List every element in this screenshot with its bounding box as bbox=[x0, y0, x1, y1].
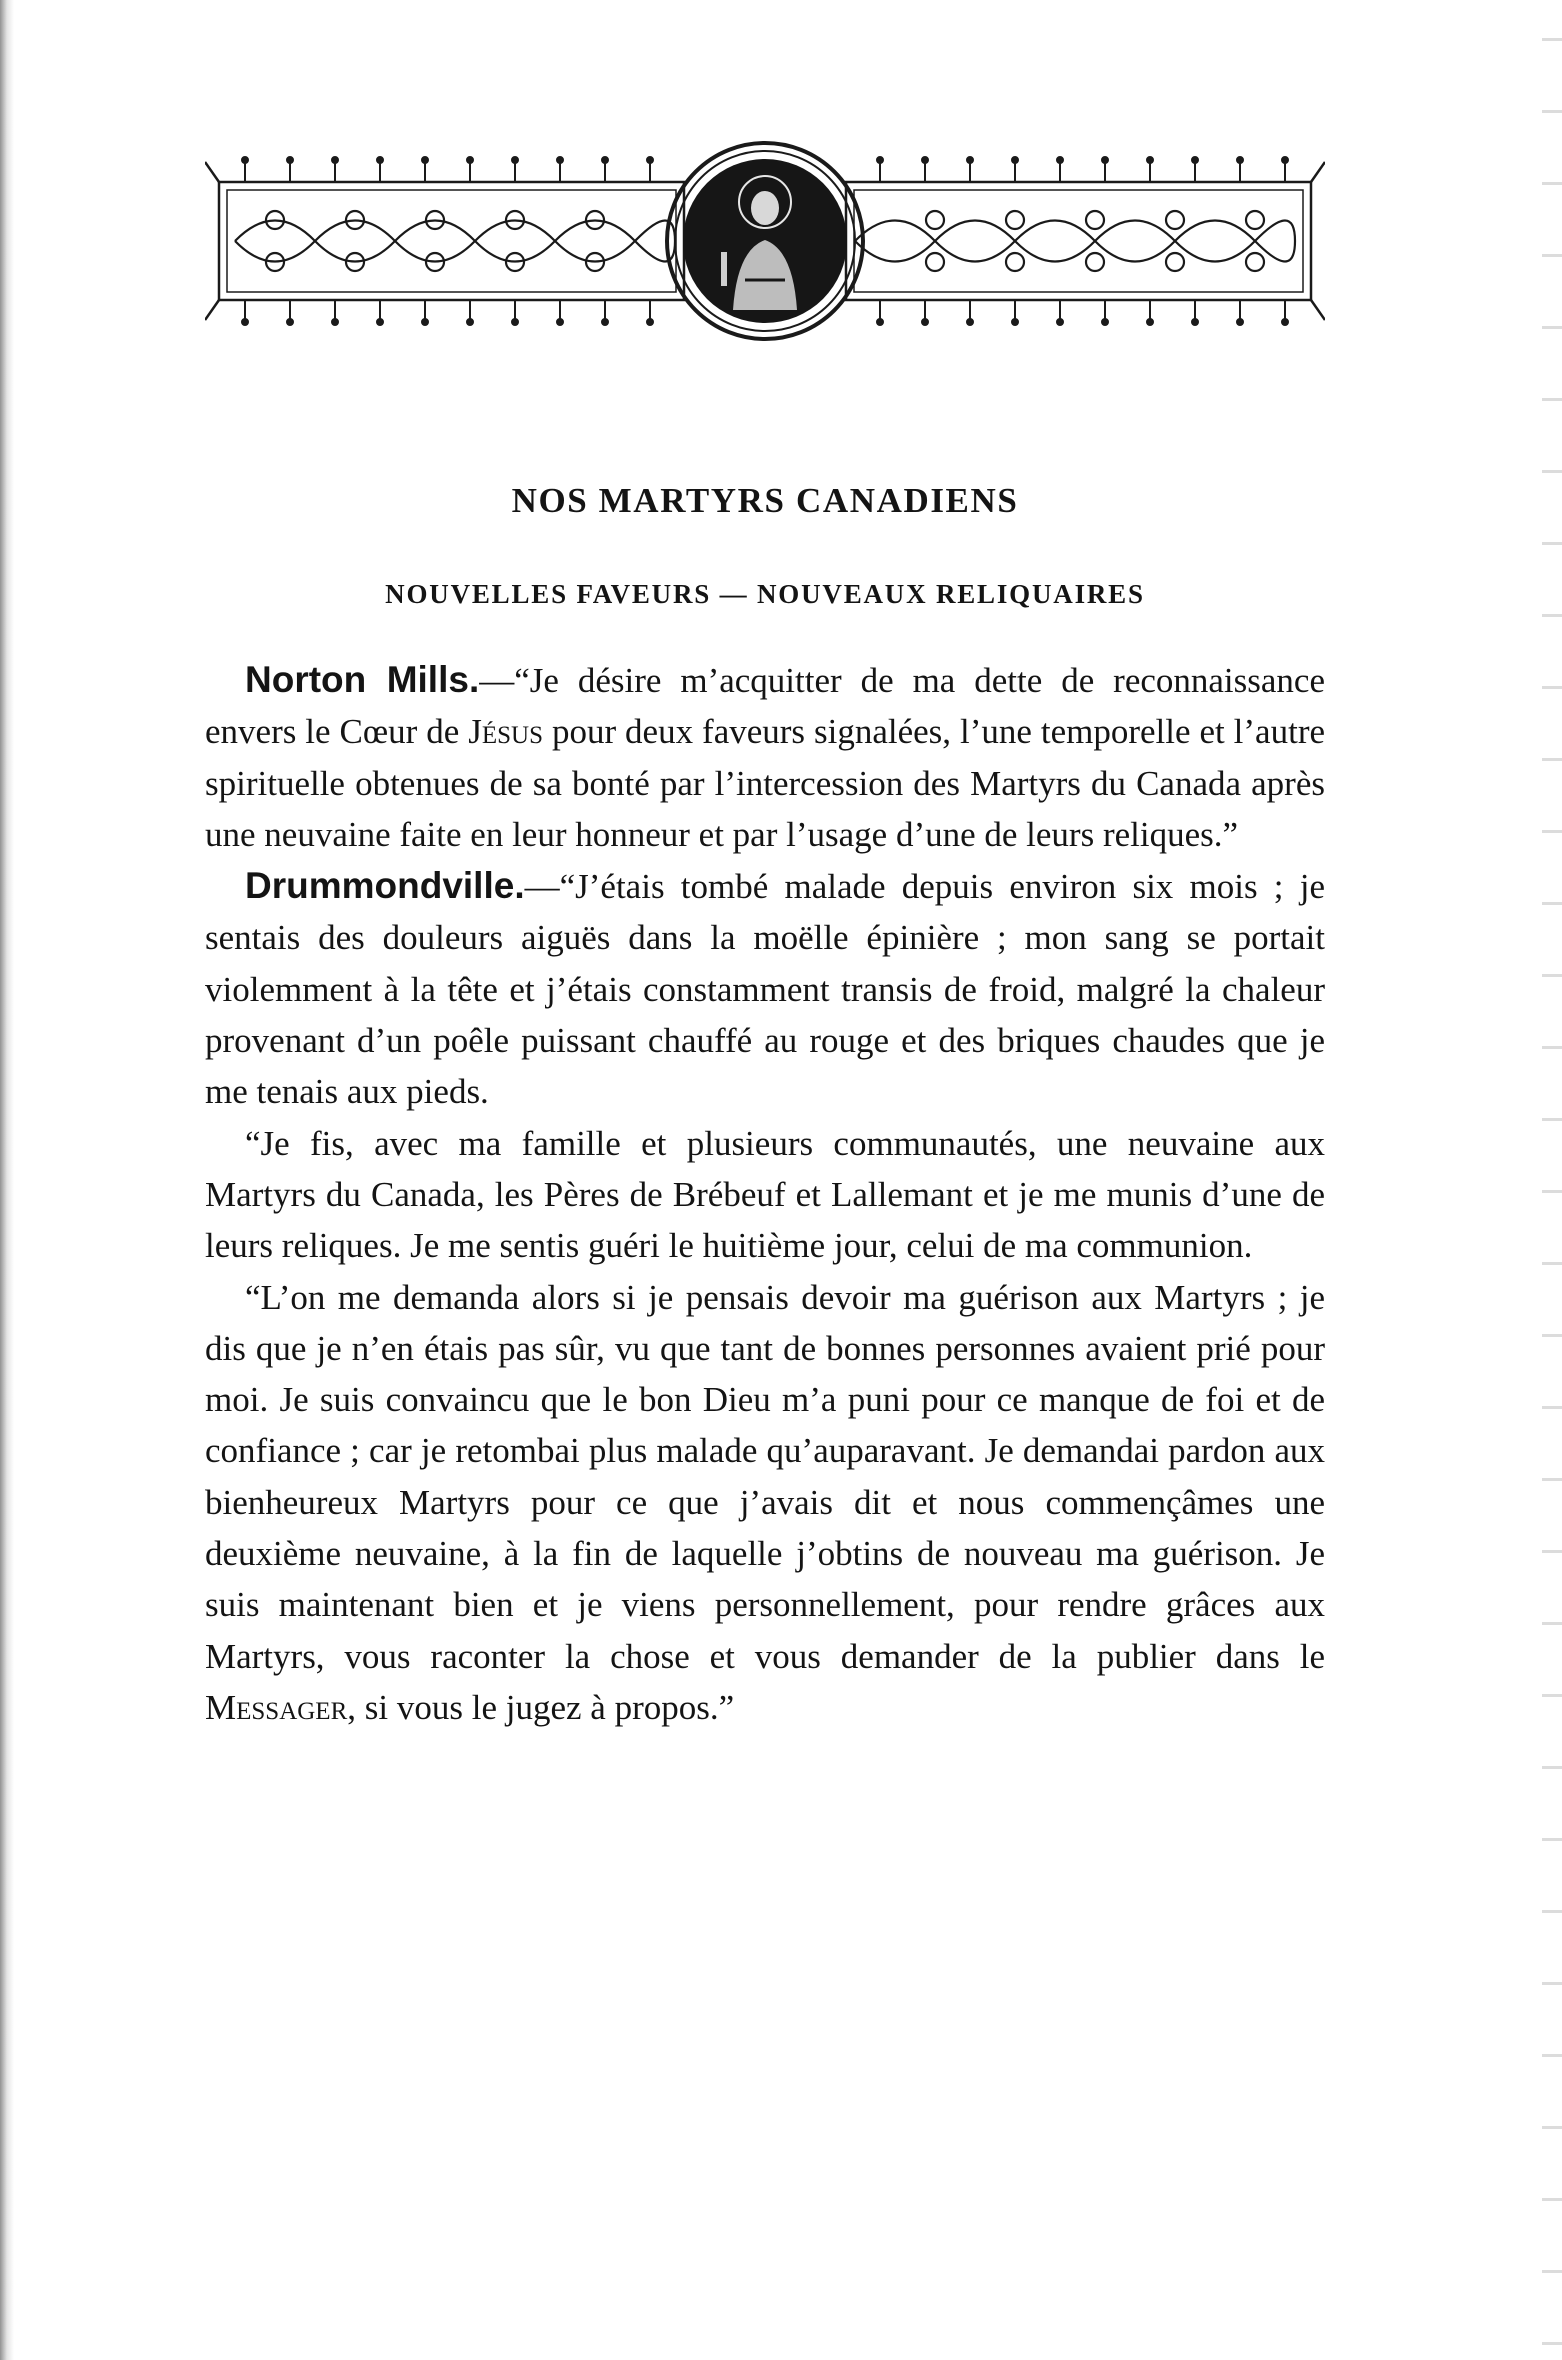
page-title: NOS MARTYRS CANADIENS bbox=[511, 481, 1019, 520]
small-caps-word: Messager bbox=[205, 1687, 348, 1727]
medallion-portrait-icon bbox=[667, 143, 863, 339]
paragraph-guerison bbox=[205, 1272, 1325, 1734]
paragraph-text: —“Je désire m’acquitter de ma dette de reconnaissance envers le Cœur de bbox=[205, 661, 1326, 752]
place-name-norton-mills: Norton Mills. bbox=[245, 659, 480, 700]
scan-edge-left bbox=[0, 0, 14, 2360]
paragraph-neuvaine: “Je fis, avec ma famille et plusieurs communautés, une neuvaine aux Martyrs du Canada, les Pères de Brébeuf et Lallemant et je me munis d’une de leurs reliques. Je me sentis guéri le huitième jour, celui de ma communion. bbox=[205, 1123, 1325, 1266]
paragraph-text: , si vous le jugez à propos.” bbox=[347, 1687, 735, 1727]
article bbox=[205, 478, 1325, 1733]
paragraph-text: —“J’étais tombé malade depuis environ six mois ; je sentais des douleurs aiguës dans la moëlle épinière ; mon sang se portait violemment à la tête et j’étais constamment transis de froid, malgré la chaleur provenant d’un poêle puissant chauffé au rouge et des briques chaudes que je me tenais aux pieds. bbox=[205, 867, 1325, 1112]
header-ornament bbox=[205, 140, 1325, 345]
paragraph-text: “L’on me demanda alors si je pensais devoir ma guérison aux Martyrs ; je dis que je n’en étais pas sûr, vu que tant de bonnes personnes avaient prié pour moi. Je suis convaincu que le bon Dieu m’a puni pour ce manque de foi et de confiance ; car je retombai plus malade qu’auparavant. Je demandai pardon aux bienheureux Martyrs pour ce que j’avais dit et nous commençâmes une deuxième neuvaine, à la fin de laquelle j’obtins de nouveau ma guérison. Je suis maintenant bien et je viens personnellement, pour rendre grâces aux Martyrs, vous raconter la chose et vous demander de la publier dans le bbox=[205, 1277, 1325, 1676]
place-name-drummondville: Drummondville. bbox=[245, 865, 525, 907]
article-body bbox=[205, 654, 1325, 1733]
paragraph-drummondville bbox=[205, 860, 1325, 1117]
small-caps-word: Jésus bbox=[468, 712, 543, 752]
page-subtitle: NOUVELLES FAVEURS — NOUVEAUX RELIQUAIRES bbox=[385, 579, 1145, 609]
scan-edge-right bbox=[1542, 0, 1562, 2360]
paragraph-norton-mills bbox=[205, 654, 1325, 860]
paragraph-text: pour deux faveurs signalées, l’une temporelle et l’autre spirituelle obtenues de sa bonté par l’intercession des Martyrs du Canada après une neuvaine faite en leur honneur et par l’usage d’une de leurs reliques.” bbox=[205, 712, 1326, 854]
